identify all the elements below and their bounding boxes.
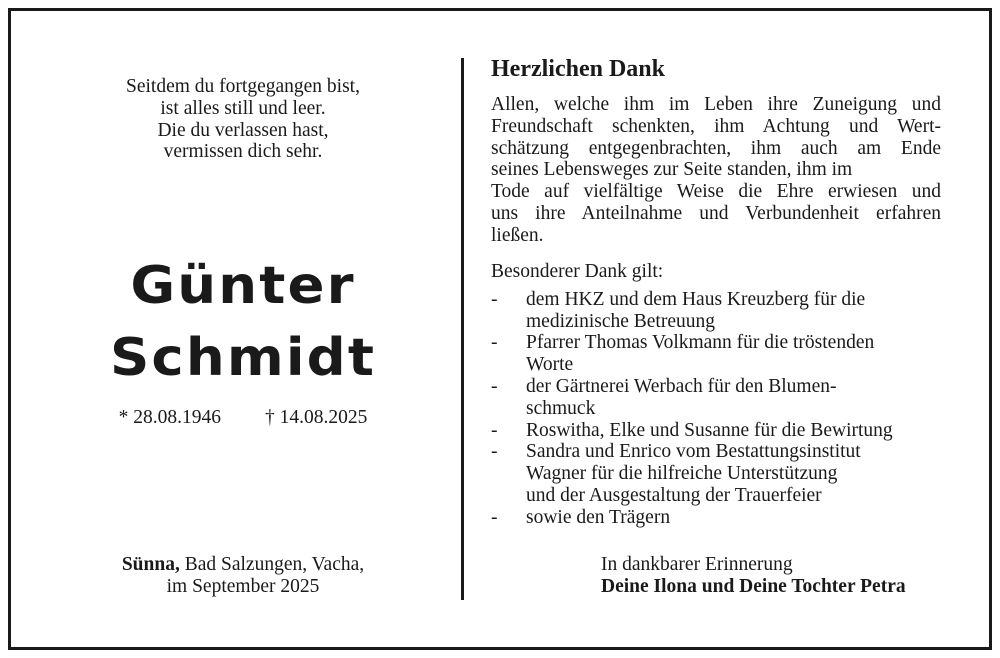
month-year: im September 2025 bbox=[166, 575, 320, 597]
body-line: Allen, welche ihm im Leben ihre Zuneigung und bbox=[491, 94, 941, 115]
special-thanks bbox=[491, 261, 941, 529]
thanks-item-line: Wagner für die hilfreiche Unterstützung bbox=[526, 463, 838, 485]
signature-line: In dankbarer Erinnerung bbox=[601, 554, 793, 575]
thanks-item-line: Pfarrer Thomas Volkmann für die tröstenden bbox=[526, 332, 875, 354]
thanks-item-line: schmuck bbox=[526, 397, 596, 419]
thanks-intro: Besonderer Dank gilt: bbox=[491, 261, 664, 282]
death-date: † 14.08.2025 bbox=[265, 407, 368, 428]
body-line: schätzung entgegenbrachten, ihm auch am Ende bbox=[491, 137, 941, 159]
last-name: Schmidt bbox=[109, 328, 377, 388]
body-line: ließen. bbox=[491, 224, 544, 246]
other-towns: Bad Salzungen, Vacha, bbox=[179, 554, 365, 575]
list-dash: - bbox=[491, 332, 498, 354]
poem-line: ist alles still und leer. bbox=[160, 97, 326, 119]
place-and-date bbox=[40, 554, 446, 598]
body-line: Freundschaft schenkten, ihm Achtung und Wert- bbox=[491, 115, 941, 137]
body-line: seines Lebensweges zur Seite standen, ihm im bbox=[491, 159, 853, 181]
thanks-item-line: Worte bbox=[526, 354, 574, 376]
poem bbox=[40, 76, 446, 163]
thanks-item-line: Roswitha, Elke und Susanne für die Bewirtung bbox=[526, 419, 893, 441]
body-line: uns ihre Anteilnahme und Verbundenheit erfahren bbox=[491, 202, 941, 224]
life-dates bbox=[40, 407, 446, 429]
thanks-item bbox=[491, 376, 941, 420]
thanks-list bbox=[491, 289, 941, 529]
list-dash: - bbox=[491, 419, 498, 441]
thanks-item-line: dem HKZ und dem Haus Kreuzberg für die bbox=[526, 288, 866, 310]
signature-names: Deine Ilona und Deine Tochter Petra bbox=[601, 576, 906, 597]
body-line: Tode auf vielfältige Weise die Ehre erwiesen und bbox=[491, 181, 941, 203]
thanks-body bbox=[491, 94, 941, 247]
town: Sünna, bbox=[121, 554, 180, 575]
poem-line: vermissen dich sehr. bbox=[163, 141, 323, 163]
list-dash: - bbox=[491, 506, 498, 528]
list-dash: - bbox=[491, 375, 498, 397]
column-divider bbox=[461, 58, 464, 600]
signature bbox=[601, 554, 906, 598]
thanks-item bbox=[491, 289, 941, 333]
thanks-item bbox=[491, 420, 941, 442]
birth-date: * 28.08.1946 bbox=[118, 407, 221, 428]
poem-line: Seitdem du fortgegangen bist, bbox=[126, 76, 360, 97]
first-name: Günter bbox=[130, 256, 356, 316]
thanks-item bbox=[491, 441, 941, 506]
thanks-item-line: der Gärtnerei Werbach für den Blumen- bbox=[526, 375, 837, 397]
thanks-item-line: sowie den Trägern bbox=[526, 506, 671, 528]
poem-line: Die du verlassen hast, bbox=[157, 119, 329, 141]
list-dash: - bbox=[491, 288, 498, 310]
thanks-item bbox=[491, 332, 941, 376]
thanks-item-line: medizinische Betreuung bbox=[526, 310, 715, 332]
heading: Herzlichen Dank bbox=[491, 56, 665, 82]
thanks-item bbox=[491, 507, 941, 529]
thanks-item-line: Sandra und Enrico vom Bestattungsinstitut bbox=[526, 441, 861, 463]
list-dash: - bbox=[491, 441, 498, 463]
thanks-item-line: und der Ausgestaltung der Trauerfeier bbox=[526, 484, 822, 506]
